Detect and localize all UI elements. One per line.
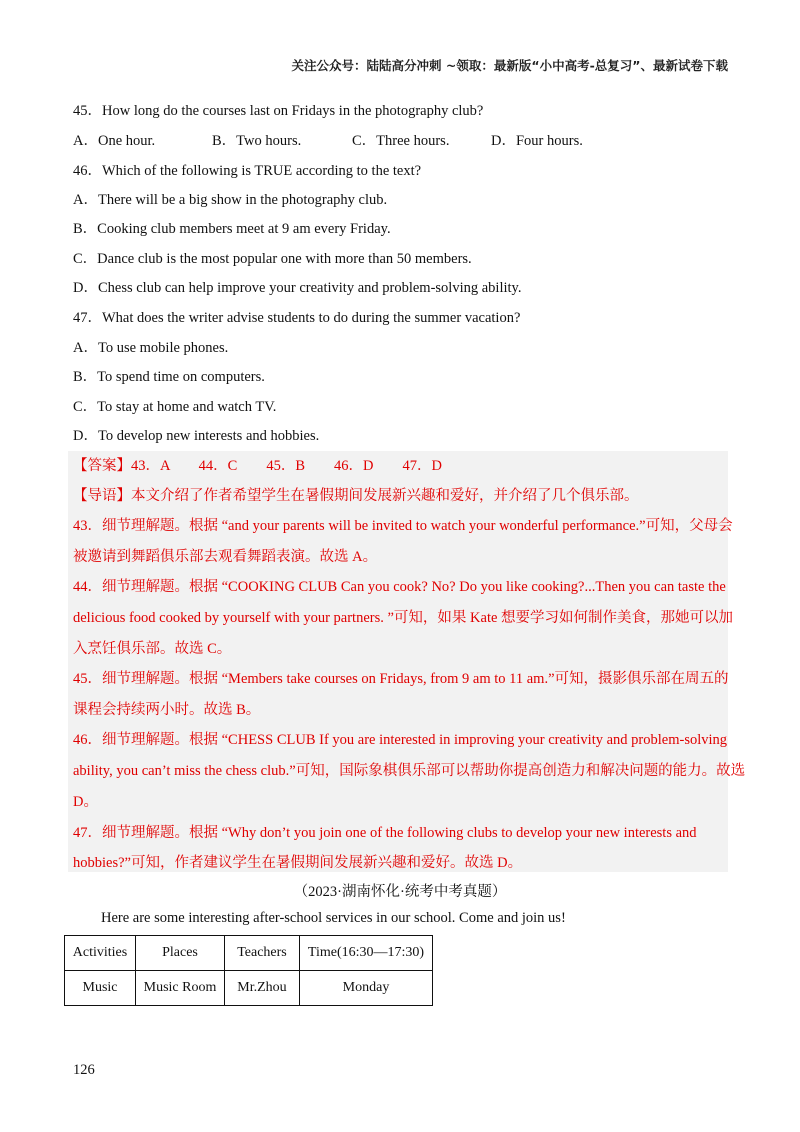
- question-47-option-c: C．To stay at home and watch TV.: [73, 399, 277, 415]
- passage-intro: Here are some interesting after-school services in our school. Come and join us!: [101, 910, 566, 926]
- explanation-line: 入烹饪俱乐部。故选 C。: [73, 641, 232, 657]
- question-47-stem: 47．What does the writer advise students to do during the summer vacation?: [73, 310, 521, 326]
- explanation-line: 46．细节理解题。根据 “CHESS CLUB If you are interested in improving your creativity and problem-solving: [73, 732, 728, 748]
- table-header-cell: Teachers: [225, 936, 300, 971]
- option-c: C．Three hours.: [352, 133, 450, 149]
- table-cell: Music Room: [136, 971, 225, 1006]
- table-header-cell: Activities: [65, 936, 136, 971]
- table-cell: Monday: [300, 971, 433, 1006]
- page-number: 126: [73, 1062, 95, 1078]
- option-a: A．One hour.: [73, 133, 156, 149]
- table-header-cell: Places: [136, 936, 225, 971]
- explanation-line: delicious food cooked by yourself with your partners. ”可知，如果 Kate 想要学习如何制作美食，那她可以加: [73, 610, 734, 626]
- question-46-option-c: C．Dance club is the most popular one with more than 50 members.: [73, 251, 472, 267]
- question-46-option-b: B．Cooking club members meet at 9 am every Friday.: [73, 221, 391, 237]
- exam-source: （2023·湖南怀化·统考中考真题）: [293, 884, 507, 900]
- question-46-option-a: A．There will be a big show in the photography club.: [73, 192, 388, 208]
- question-45-stem: 45．How long do the courses last on Fridays in the photography club?: [73, 103, 484, 119]
- question-47-option-a: A．To use mobile phones.: [73, 340, 229, 356]
- question-47-option-d: D．To develop new interests and hobbies.: [73, 428, 320, 444]
- question-46-option-d: D．Chess club can help improve your creativity and problem-solving ability.: [73, 280, 522, 296]
- explanation-line: 47．细节理解题。根据 “Why don’t you join one of the following clubs to develop your new interests and: [73, 825, 697, 841]
- explanation-line: 43．细节理解题。根据 “and your parents will be invited to watch your wonderful performance.”可知，父母会: [73, 518, 733, 534]
- table-header-row: [65, 936, 433, 971]
- question-46-stem: 46．Which of the following is TRUE according to the text?: [73, 163, 422, 179]
- activities-table: [64, 935, 433, 1006]
- table-header-cell: Time(16:30—17:30): [300, 936, 433, 971]
- explanation-line: D。: [73, 794, 98, 810]
- explanation-line: 被邀请到舞蹈俱乐部去观看舞蹈表演。故选 A。: [73, 549, 378, 565]
- explanation-line: ability, you can’t miss the chess club.”可知，国际象棋俱乐部可以帮助你提高创造力和解决问题的能力。故选: [73, 763, 746, 779]
- option-d: D．Four hours.: [491, 133, 583, 149]
- table-cell: Music: [65, 971, 136, 1006]
- intro-guide: 【导语】本文介绍了作者希望学生在暑假期间发展新兴趣和爱好，并介绍了几个俱乐部。: [73, 488, 639, 504]
- answer-key: 【答案】43．A 44．C 45．B 46．D 47．D: [73, 458, 442, 474]
- explanation-line: 45．细节理解题。根据 “Members take courses on Fridays, from 9 am to 11 am.”可知，摄影俱乐部在周五的: [73, 671, 729, 687]
- option-b: B．Two hours.: [212, 133, 302, 149]
- table-cell: Mr.Zhou: [225, 971, 300, 1006]
- table-row: [65, 971, 433, 1006]
- question-47-option-b: B．To spend time on computers.: [73, 369, 265, 385]
- explanation-line: 课程会持续两小时。故选 B。: [73, 702, 261, 718]
- explanation-line: hobbies?”可知，作者建议学生在暑假期间发展新兴趣和爱好。故选 D。: [73, 855, 523, 871]
- page-header: 关注公众号：陆陆高分冲刺 ~领取：最新版“小中高考-总复习”、最新试卷下载: [291, 58, 728, 73]
- explanation-line: 44．细节理解题。根据 “COOKING CLUB Can you cook? No? Do you like cooking?...Then you can taste the: [73, 579, 726, 595]
